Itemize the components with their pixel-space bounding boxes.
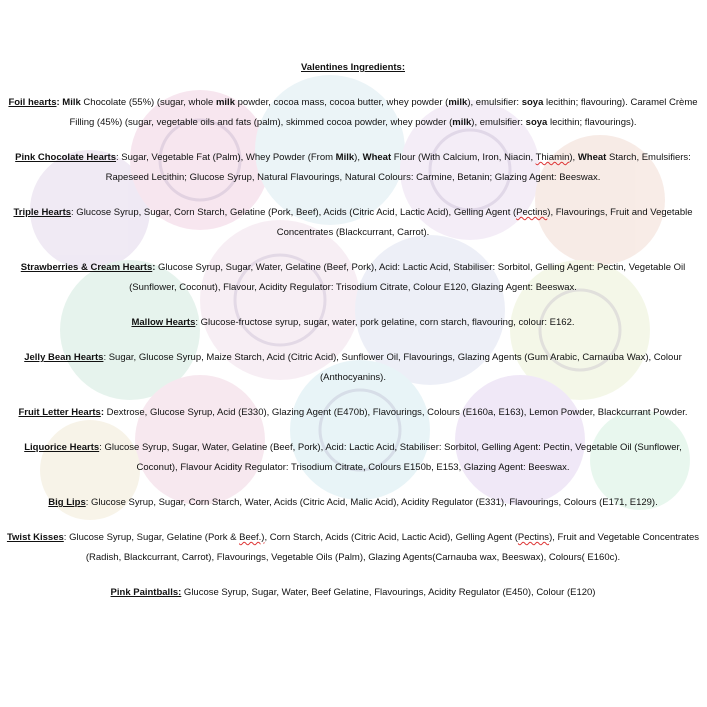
entry-text: Dextrose, Glucose Syrup, Acid (E330), Glazing Agent (E470b), Flavourings, Colours (E160a, E163), Lemon Powder, Blackcurrant Powder. — [104, 407, 688, 418]
background-fade — [0, 660, 707, 707]
document-title: Valentines Ingredients: — [301, 62, 405, 73]
allergen-text: soya — [521, 97, 544, 108]
entry-text: ), emulsifier: — [467, 97, 522, 108]
spellcheck-word: Pectins — [516, 207, 548, 218]
entry-liquorice-hearts — [3, 438, 703, 478]
entry-text: : Sugar, Glucose Syrup, Maize Starch, Acid (Citric Acid), Sunflower Oil, Flavourings, Glazing Agents (Gum Arabic, Carnauba Wax), Colour (Anthocyanins). — [103, 352, 682, 383]
allergen-text: Milk — [62, 97, 81, 108]
entry-name: Mallow Hearts — [131, 317, 196, 328]
allergen-text: Milk — [335, 152, 355, 163]
entry-text: : Glucose Syrup, Sugar, Water, Gelatine (Beef, Pork), Acid: Lactic Acid, Stabiliser: Sorbitol, Gelling Agent: Pectin, Vegetable Oil (Sunflower, Coconut), Flavour Acidity Regulator: Trisodium Citrate, Colours E150b, E153, Glazing Agent: Beeswax. — [99, 442, 682, 473]
entry-fruit-letter-hearts — [3, 403, 703, 423]
entry-text: ), emulsifier: — [471, 117, 526, 128]
entry-text: : Sugar, Vegetable Fat (Palm), Whey Powder (From — [116, 152, 336, 163]
entry-text: ), Flavourings, Fruit and Vegetable Concentrates (Blackcurrant, Carrot). — [276, 207, 693, 238]
entry-name: Twist Kisses — [6, 532, 64, 543]
entry-name: Fruit Letter Hearts — [18, 407, 101, 418]
entry-colon: : — [56, 97, 60, 108]
entry-text: lecithin; flavourings). — [547, 117, 637, 128]
entry-jelly-bean-hearts — [3, 348, 703, 388]
entry-text: : Glucose Syrup, Sugar, Gelatine (Pork & — [63, 532, 240, 543]
allergen-text: soya — [525, 117, 548, 128]
entry-text: Glucose Syrup, Sugar, Water, Gelatine (Beef, Pork), Acid: Lactic Acid, Stabiliser: Sorbitol, Gelling Agent: Pectin, Vegetable Oil (Sunflower, Coconut), Flavour, Acidity Regulator: Trisodium Citrate, Colour E120, Glazing Agent: Beeswax. — [129, 262, 686, 293]
entry-name: Liquorice Hearts — [24, 442, 100, 453]
entry-text: Glucose Syrup, Sugar, Water, Beef Gelatine, Flavourings, Acidity Regulator (E450), Colour (E120) — [181, 587, 596, 598]
allergen-text: milk — [452, 117, 472, 128]
entry-name: Foil hearts — [8, 97, 57, 108]
entry-text: : Glucose-fructose syrup, sugar, water, pork gelatine, corn starch, flavouring, colour: E162. — [195, 317, 575, 328]
entry-text: Flour (With Calcium, Iron, Niacin, — [391, 152, 536, 163]
entry-text: , Corn Starch, Acids (Citric Acid, Lactic Acid), Gelling Agent ( — [264, 532, 518, 543]
entry-name: Strawberries & Cream Hearts — [20, 262, 153, 273]
entry-name: Pink Paintballs: — [110, 587, 182, 598]
entry-text: lecithin; flavouring). Caramel Crème Filling (45%) (sugar, vegetable oils and fats (palm), skimmed cocoa powder, whey powder ( — [69, 97, 698, 128]
spellcheck-word: Beef.) — [239, 532, 265, 543]
entry-text: Chocolate (55%) (sugar, whole — [80, 97, 216, 108]
allergen-text: Wheat — [577, 152, 607, 163]
entry-foil-hearts — [3, 93, 703, 133]
entry-text: ), Fruit and Vegetable Concentrates (Radish, Blackcurrant, Carrot), Flavourings, Vegetable Oils (Palm), Glazing Agents(Carnauba wax, Beeswax), Colours( E160c). — [85, 532, 700, 563]
entry-text: Starch, Emulsifiers: Rapeseed Lecithin; Glucose Syrup, Natural Flavourings, Natural Colours: Carmine, Betanin; Glazing Agent: Beeswax. — [105, 152, 691, 183]
allergen-text: milk — [215, 97, 235, 108]
entry-twist-kisses — [3, 528, 703, 568]
entry-name: Triple Hearts — [13, 207, 72, 218]
entry-text: powder, cocoa mass, cocoa butter, whey powder ( — [234, 97, 449, 108]
entry-pink-paintballs — [3, 583, 703, 603]
entry-mallow-hearts — [3, 313, 703, 333]
allergen-text: Wheat — [362, 152, 392, 163]
ingredients-document — [3, 58, 703, 618]
spellcheck-word: Thiamin — [535, 152, 570, 163]
entry-triple-hearts — [3, 203, 703, 243]
entry-text: : Glucose Syrup, Sugar, Corn Starch, Gelatine (Pork, Beef), Acids (Citric Acid, Lactic Acid), Gelling Agent ( — [71, 207, 517, 218]
entry-colon: : — [100, 407, 105, 418]
entry-name: Jelly Bean Hearts — [24, 352, 104, 363]
entry-big-lips — [3, 493, 703, 513]
entry-name: Big Lips — [48, 497, 86, 508]
entry-name: Pink Chocolate Hearts — [15, 152, 117, 163]
entry-pink-chocolate-hearts — [3, 148, 703, 188]
entry-strawberries-cream-hearts — [3, 258, 703, 298]
entry-text: : Glucose Syrup, Sugar, Corn Starch, Water, Acids (Citric Acid, Malic Acid), Acidity Regulator (E331), Flavourings, Colours (E171, E129). — [85, 497, 658, 508]
entry-text: ), — [569, 152, 578, 163]
entry-text: ), — [354, 152, 363, 163]
entry-colon: : — [152, 262, 156, 273]
allergen-text: milk — [448, 97, 468, 108]
spellcheck-word: Pectins — [517, 532, 550, 543]
